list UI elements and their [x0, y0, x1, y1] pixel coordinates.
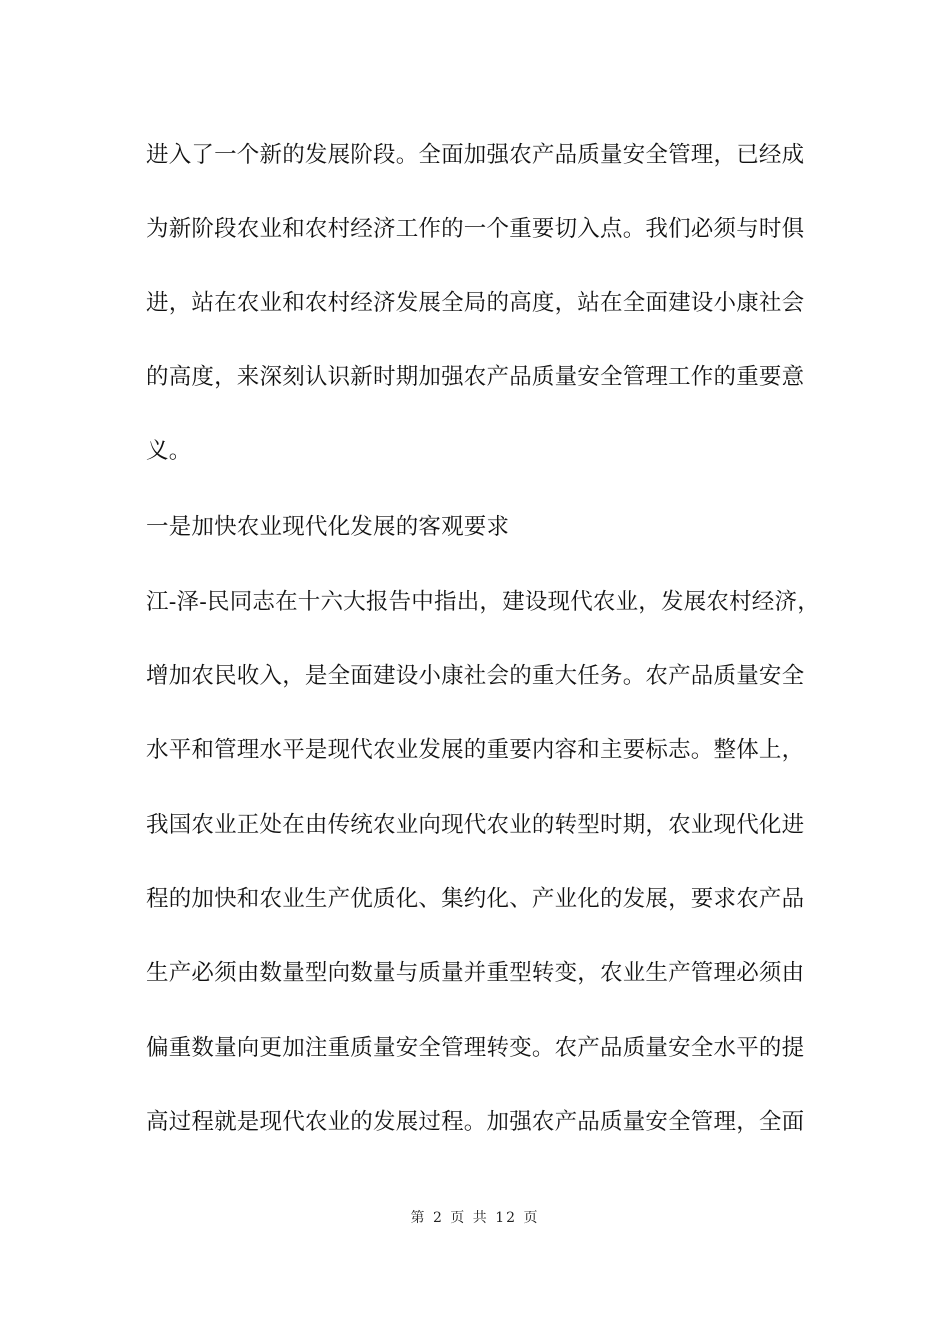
body-text-line: 偏重数量向更加注重质量安全管理转变。农产品质量安全水平的提: [146, 1035, 805, 1061]
body-text-line: 江-泽-民同志在十六大报告中指出，建设现代农业，发展农村经济，: [146, 589, 820, 615]
body-text-line: 程的加快和农业生产优质化、集约化、产业化的发展，要求农产品: [146, 886, 805, 912]
body-text-line: 生产必须由数量型向数量与质量并重型转变，农业生产管理必须由: [146, 960, 805, 986]
body-text-line: 为新阶段农业和农村经济工作的一个重要切入点。我们必须与时俱: [146, 216, 805, 242]
section-heading: 一是加快农业现代化发展的客观要求: [146, 514, 510, 540]
body-text-line: 进，站在农业和农村经济发展全局的高度，站在全面建设小康社会: [146, 290, 805, 316]
body-text-line: 进入了一个新的发展阶段。全面加强农产品质量安全管理，已经成: [146, 142, 805, 168]
body-text-line: 增加农民收入，是全面建设小康社会的重大任务。农产品质量安全: [146, 663, 805, 689]
body-text-line: 的高度，来深刻认识新时期加强农产品质量安全管理工作的重要意: [146, 364, 805, 390]
body-text-line: 高过程就是现代农业的发展过程。加强农产品质量安全管理，全面: [146, 1109, 805, 1135]
body-text-line: 水平和管理水平是现代农业发展的重要内容和主要标志。整体上，: [146, 737, 805, 763]
page-number-footer: 第 2 页 共 12 页: [410, 1210, 540, 1226]
body-text-line: 我国农业正处在由传统农业向现代农业的转型时期，农业现代化进: [146, 812, 805, 838]
body-text-line: 义。: [146, 438, 192, 464]
